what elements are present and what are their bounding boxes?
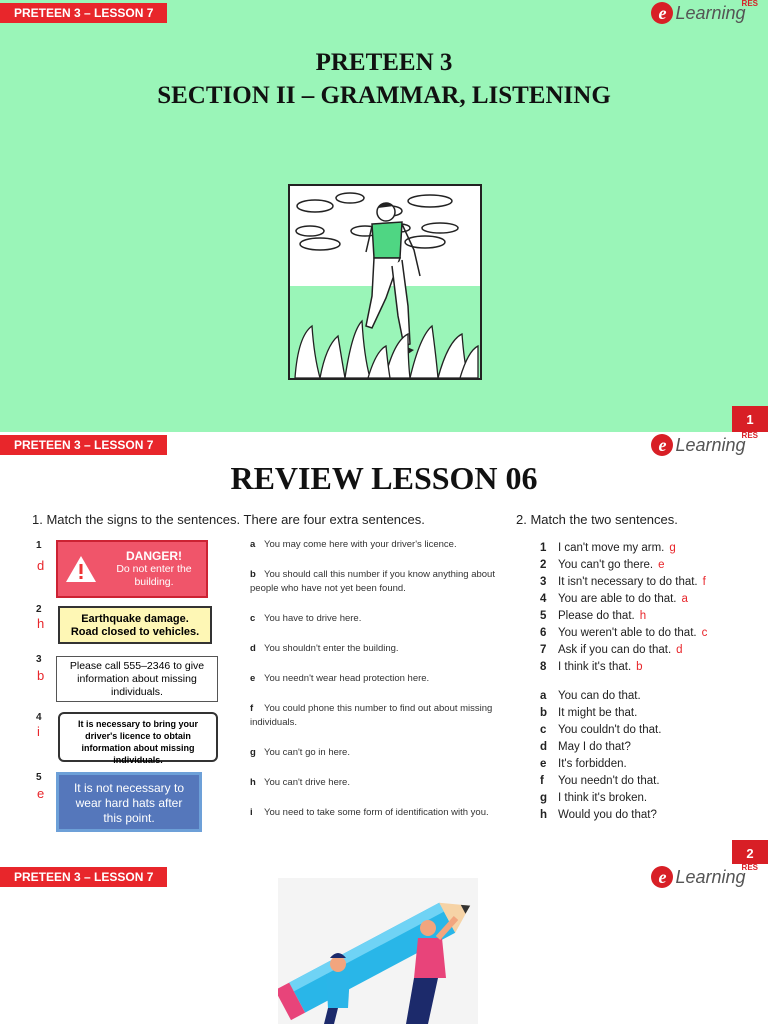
hard-hats-sign: It is not necessary to wear hard hats after this point. [56,772,202,832]
sign-number: 4 [36,712,42,723]
sign-answer: e [37,786,45,801]
slide-1-title [0,46,768,112]
elearning-logo [651,2,758,24]
match-option: a You can do that. [540,690,641,702]
match-option: e It's forbidden. [540,758,627,770]
match-item: 7 Ask if you can do that. d [540,644,683,656]
sign-answer: h [37,616,45,631]
page-number: 1 [732,406,768,432]
match-option: c You couldn't do that. [540,724,662,736]
slide-3 [0,864,768,1024]
logo-text: Learning [675,866,746,887]
pencil-carriers-illustration [278,878,478,1024]
match-option: b It might be that. [540,707,638,719]
sentence-item: a You may come here with your driver's licence. [250,539,457,550]
sentence-item: i You need to take some form of identification with you. [250,807,489,818]
sentence-item: b You should call this number if you know anything about people who have not yet been found. [250,569,495,594]
match-item: 3 It isn't necessary to do that. f [540,576,706,588]
logo-text: Learning [675,434,746,455]
match-option: f You needn't do that. [540,775,660,787]
logo-e-icon: e [651,2,673,24]
match-option: g I think it's broken. [540,792,648,804]
elearning-logo [651,862,758,888]
sign-answer: b [37,668,45,683]
slide-1 [0,0,768,432]
match-item: 4 You are able to do that. a [540,593,688,605]
match-option: d May I do that? [540,741,631,753]
warning-icon [64,554,98,584]
logo-text: Learning [675,2,746,23]
sign-number: 5 [36,772,42,783]
sign-answer: d [37,558,45,573]
call-sign: Please call 555–2346 to give information about missing individuals. [56,656,218,702]
sign-number: 2 [36,604,42,615]
page-number: 2 [732,840,768,866]
match-item: 8 I think it's that. b [540,661,643,673]
logo-sup: RES [741,430,758,440]
sentence-item: e You needn't wear head protection here. [250,673,430,684]
danger-title: DANGER! [126,548,182,563]
lesson-tag: PRETEEN 3 – LESSON 7 [0,435,167,455]
logo-e-icon: e [651,866,673,888]
slide-2-title: REVIEW LESSON 06 [230,460,538,496]
sentence-item: d You shouldn't enter the building. [250,643,399,654]
sentence-item: c You have to drive here. [250,613,362,624]
danger-sign [56,540,208,598]
road-closed-sign: Earthquake damage. Road closed to vehicles. [58,606,212,644]
match-item: 6 You weren't able to do that. c [540,627,708,639]
match-option: h Would you do that? [540,809,657,821]
logo-sup: RES [741,862,758,872]
title-line-2: SECTION II – GRAMMAR, LISTENING [157,82,611,109]
licence-sign: It is necessary to bring your driver's licence to obtain information about missing individuals. [58,712,218,762]
walking-person-illustration [288,184,482,380]
sign-number: 3 [36,654,42,665]
match-item: 5 Please do that. h [540,610,647,622]
sentence-item: f You could phone this number to find out about missing individuals. [250,703,493,728]
sentence-item: g You can't go in here. [250,747,350,758]
logo-e-icon: e [651,434,673,456]
lesson-tag: PRETEEN 3 – LESSON 7 [0,3,167,23]
logo-sup: RES [741,0,758,8]
danger-text: Do not enter the building. [116,562,192,588]
sign-number: 1 [36,540,42,551]
lesson-tag: PRETEEN 3 – LESSON 7 [0,867,167,887]
match-item: 2 You can't go there. e [540,559,665,571]
title-line-1: PRETEEN 3 [315,49,453,76]
slide-2 [0,432,768,864]
sentence-item: h You can't drive here. [250,777,350,788]
elearning-logo [651,430,758,456]
sign-answer: i [37,724,40,739]
exercise-2-heading: 2. Match the two sentences. [516,512,678,527]
exercise-1-heading: 1. Match the signs to the sentences. There are four extra sentences. [32,512,425,527]
match-item: 1 I can't move my arm. g [540,542,676,554]
